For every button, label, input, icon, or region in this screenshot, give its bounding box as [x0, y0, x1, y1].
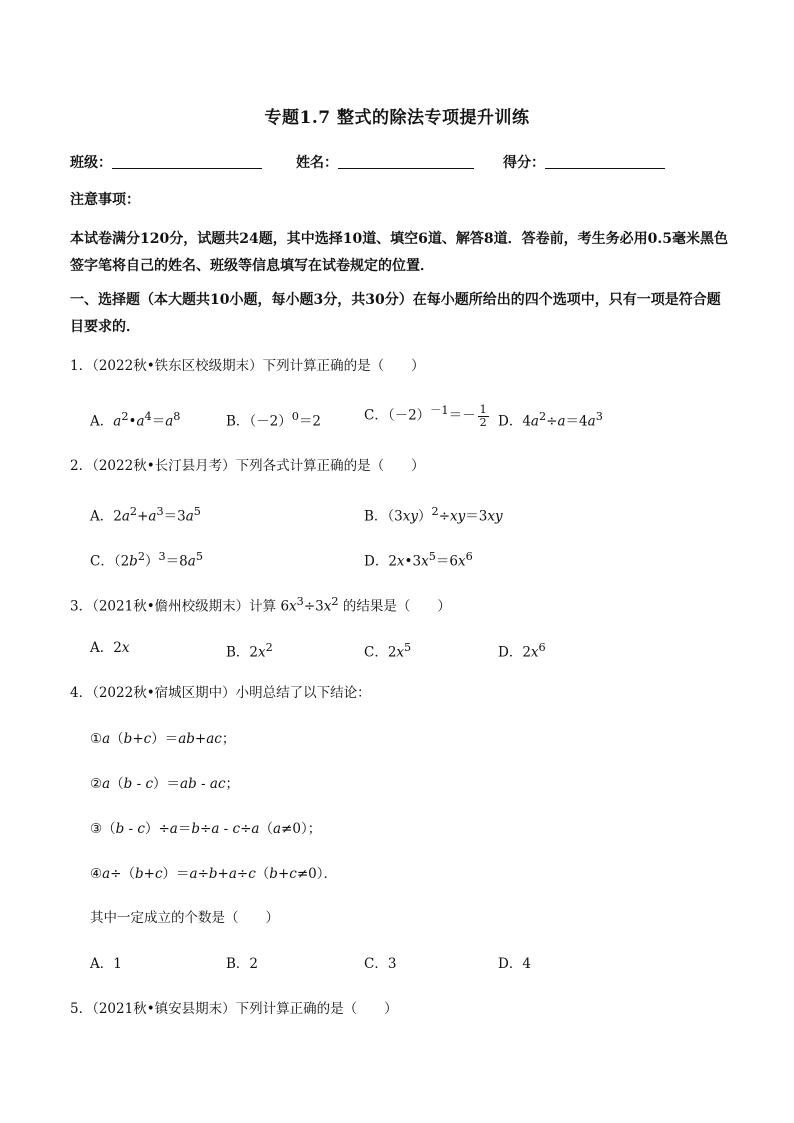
- fraction: $\frac{1}{2}$: [479, 402, 487, 429]
- q1-option-c[interactable]: C．$(-2)^{-1}=-$ $\frac{1}{2}$: [364, 402, 487, 429]
- q4-statement-3: ③（b - c）÷a＝b÷a - c÷a（a≠0）；: [90, 821, 322, 837]
- q2-option-b[interactable]: B．$(3xy)^2\div xy=3xy$: [364, 505, 503, 525]
- page-title: 专题1.7 整式的除法专项提升训练: [264, 108, 530, 128]
- q3-option-b[interactable]: B．$2x^2$: [226, 641, 273, 661]
- question-1-stem: 1．（2022秋•铁东区校级期末）下列计算正确的是（ ）: [70, 358, 425, 374]
- q2-option-c[interactable]: C．$(2b^2)^3=8a^5$: [90, 550, 203, 570]
- q4-option-c[interactable]: C．3: [364, 956, 397, 972]
- question-3-stem: 3．（2021秋•儋州校级期末）计算 $6x^3\div 3x^2$ 的结果是（ ）: [70, 595, 451, 615]
- score-field: [503, 152, 665, 173]
- q2-option-a[interactable]: A．$2a^2+a^3=3a^5$: [90, 505, 201, 525]
- q4-option-d[interactable]: D．4: [498, 956, 531, 972]
- q4-statement-2: ②a（b - c）＝ab - ac；: [90, 776, 240, 792]
- q3-option-c[interactable]: C．$2x^5$: [364, 641, 412, 661]
- class-field: [70, 152, 262, 173]
- q4-option-b[interactable]: B．2: [226, 956, 259, 972]
- name-label: 姓名：: [296, 155, 338, 171]
- q4-statement-1: ①a（b+c）＝ab+ac；: [90, 731, 236, 747]
- name-blank[interactable]: [338, 152, 474, 169]
- class-label: 班级：: [70, 155, 112, 171]
- score-blank[interactable]: [545, 152, 665, 169]
- q3-option-a[interactable]: A．2x: [90, 640, 130, 656]
- question-2-stem: 2．（2022秋•长汀县月考）下列各式计算正确的是（ ）: [70, 458, 425, 474]
- q4-option-a[interactable]: A．1: [90, 956, 122, 972]
- q1-option-b[interactable]: B．$(-2)^0=2$: [226, 410, 322, 430]
- name-field: [296, 152, 474, 173]
- q4-statement-4: ④a÷（b+c）＝a÷b+a÷c（b+c≠0）．: [90, 866, 337, 882]
- q1-option-d[interactable]: D．$4a^2\div a=4a^3$: [498, 410, 603, 430]
- question-4-stem: 4．（2022秋•宿城区期中）小明总结了以下结论：: [70, 685, 371, 701]
- notice-text: 本试卷满分120分，试题共24题，其中选择10道、填空6道、解答8道．答卷前，考生务必用0.5毫米黑色签字笔将自己的姓名、班级等信息填写在试卷规定的位置．: [70, 231, 729, 274]
- q3-option-d[interactable]: D．$2x^6$: [498, 641, 546, 661]
- score-label: 得分：: [503, 155, 545, 171]
- q4-followup: 其中一定成立的个数是（ ）: [90, 910, 279, 926]
- question-5-stem: 5．（2021秋•镇安县期末）下列计算正确的是（ ）: [70, 1001, 398, 1017]
- q1-option-a[interactable]: A．$a^2•a^4=a^8$: [90, 410, 181, 430]
- notice-title: 注意事项：: [70, 192, 140, 208]
- section-heading: 一、选择题（本大题共10小题，每小题3分，共30分）在每小题所给出的四个选项中，只有一项是符合题目要求的．: [70, 292, 721, 335]
- q2-option-d[interactable]: D．$2x•3x^5=6x^6$: [364, 550, 473, 570]
- class-blank[interactable]: [112, 152, 262, 169]
